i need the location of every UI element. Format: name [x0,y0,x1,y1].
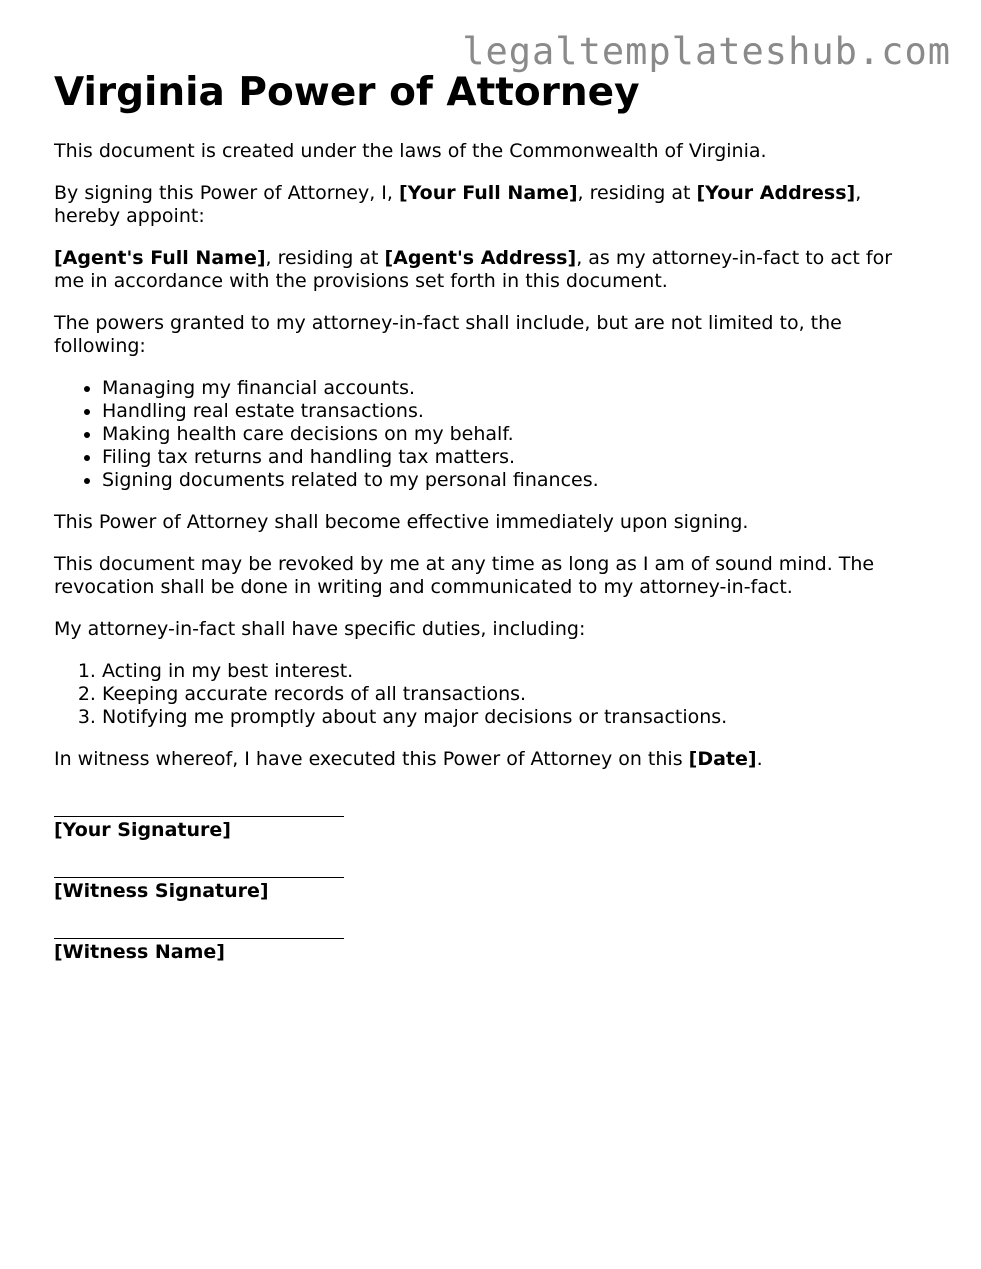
list-item: • Handling real estate transactions. [102,400,914,423]
effective-paragraph: This Power of Attorney shall become effective immediately upon signing. [54,511,749,533]
watermark: legaltemplateshub.com [462,30,951,73]
list-item: 1. Acting in my best interest. [102,660,914,683]
your-full-name-field: [Your Full Name] [398,182,578,204]
list-item: • Managing my financial accounts. [102,377,914,400]
duties-intro: My attorney-in-fact shall have specific duties, including: [54,618,586,640]
agent-full-name-field: [Agent's Full Name] [54,247,266,269]
document-body [54,70,914,964]
agent-address-field: [Agent's Address] [384,247,577,269]
list-item: 2. Keeping accurate records of all transactions. [102,683,914,706]
list-item: • Making health care decisions on my behalf. [102,423,914,446]
witness-name-block [54,922,914,964]
document-title: Virginia Power of Attorney [54,70,640,115]
powers-list [54,377,914,492]
revocation-paragraph: This document may be revoked by me at any time as long as I am of sound mind. The revocation shall be done in writing and communicated to my attorney-in-fact. [54,553,875,598]
list-item: 3. Notifying me promptly about any major decisions or transactions. [102,706,914,729]
witness-name-label: [Witness Name] [54,941,225,963]
appointment-paragraph: By signing this Power of Attorney, I, [Your Full Name], residing at [Your Address], hereby appoint: [54,182,862,227]
signature-line [54,800,344,817]
witness-signature-label: [Witness Signature] [54,880,269,902]
duties-list [54,660,914,729]
agent-paragraph: [Agent's Full Name], residing at [Agent's Address], as my attorney-in-fact to act for me in accordance with the provisions set forth in this document. [54,247,893,292]
witness-paragraph: In witness whereof, I have executed this Power of Attorney on this [Date]. [54,748,763,770]
signature-line [54,861,344,878]
powers-intro: The powers granted to my attorney-in-fact shall include, but are not limited to, the following: [54,312,842,357]
list-item: • Filing tax returns and handling tax matters. [102,446,914,469]
date-field: [Date] [688,748,757,770]
your-signature-block [54,800,914,842]
your-signature-label: [Your Signature] [54,819,231,841]
signature-line [54,922,344,939]
list-item: • Signing documents related to my personal finances. [102,469,914,492]
your-address-field: [Your Address] [696,182,856,204]
intro-paragraph: This document is created under the laws of the Commonwealth of Virginia. [54,140,767,162]
witness-signature-block [54,861,914,903]
